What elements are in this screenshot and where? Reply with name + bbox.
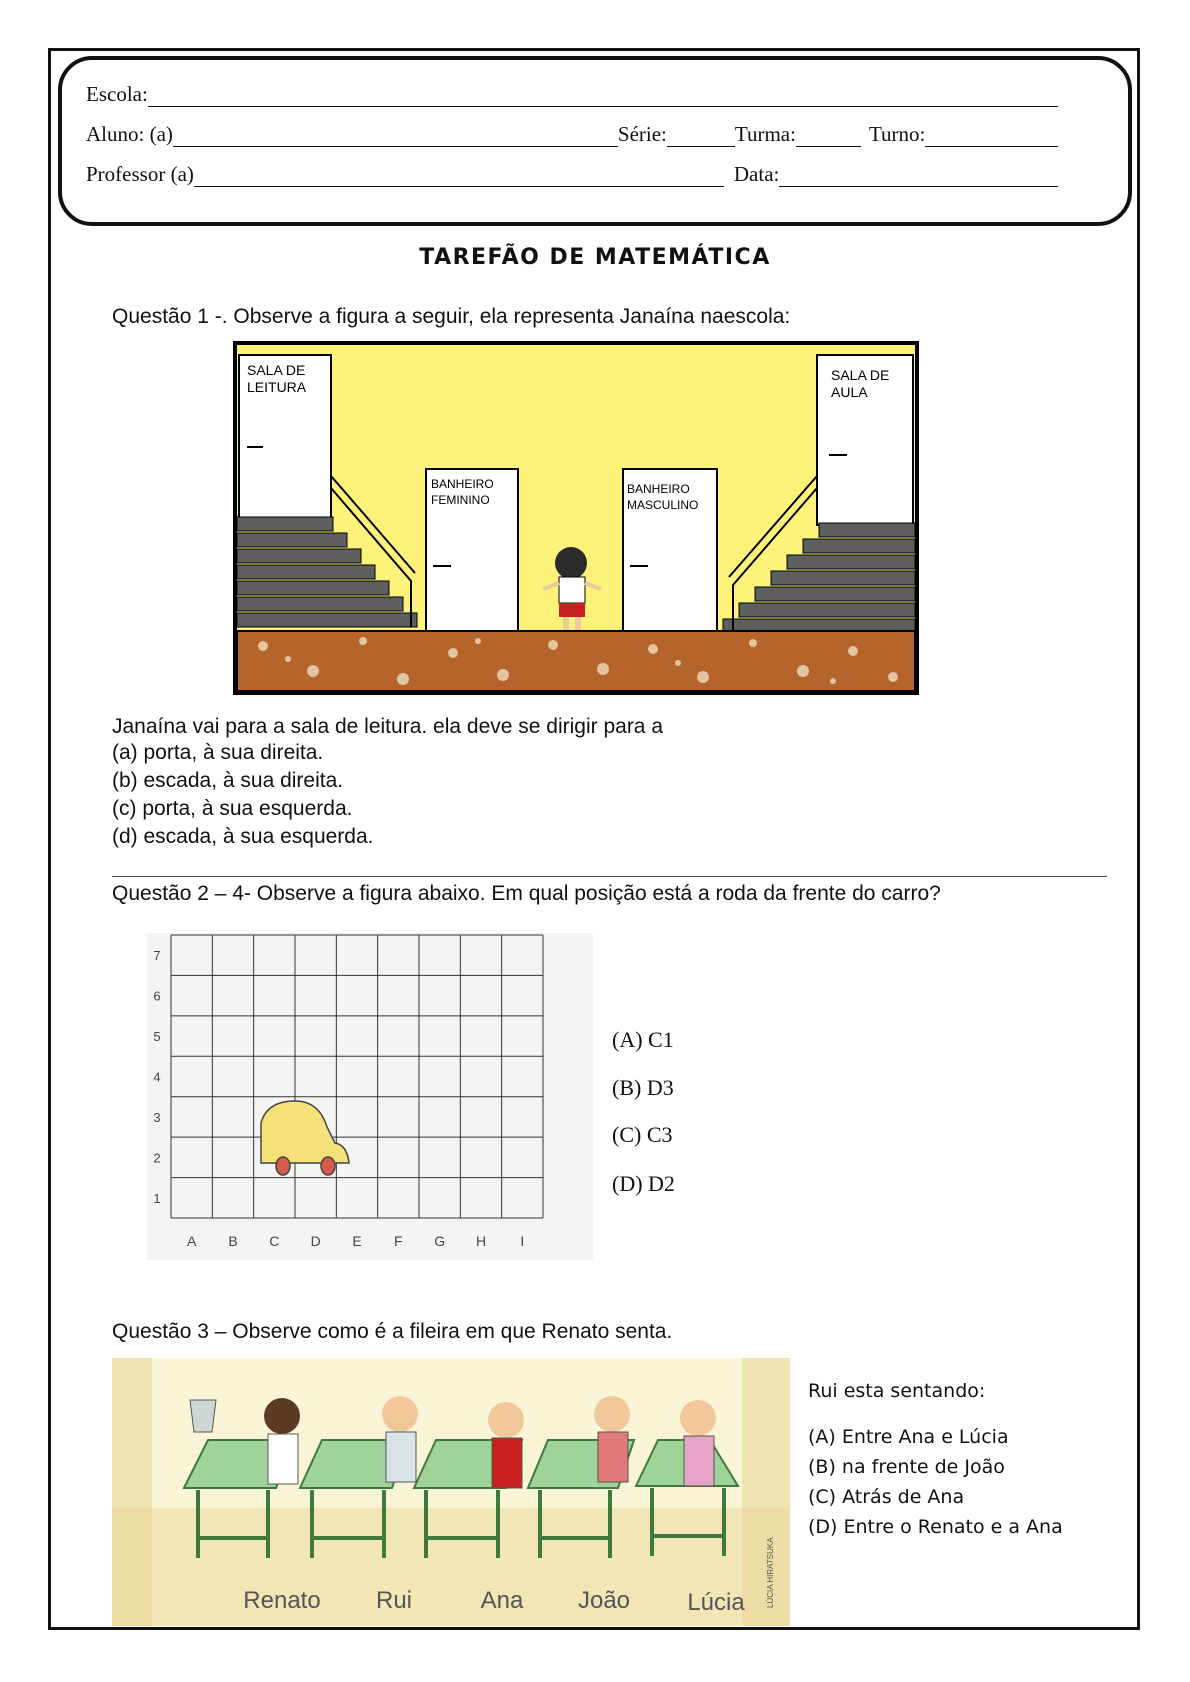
grid-row-label: 3 xyxy=(153,1109,161,1125)
grid-row-label: 2 xyxy=(153,1150,161,1166)
grid-row-label: 5 xyxy=(153,1029,161,1045)
q3-option-d[interactable]: (D) Entre o Renato e a Ana xyxy=(808,1516,1063,1538)
q3-question: Rui esta sentando: xyxy=(808,1380,986,1402)
classroom-row-illustration xyxy=(112,1358,790,1626)
classroom-label-2: AULA xyxy=(831,384,868,400)
grid-column-label: G xyxy=(434,1233,446,1249)
grid-column-label: I xyxy=(520,1233,525,1249)
school-hallway-illustration xyxy=(233,341,919,695)
q2-option-d[interactable]: (D) D2 xyxy=(612,1171,675,1196)
mens-bathroom-label-2: MASCULINO xyxy=(627,498,699,512)
q2-option-c[interactable]: (C) C3 xyxy=(612,1122,673,1147)
coordinate-grid xyxy=(147,933,593,1260)
aluno-field[interactable] xyxy=(173,126,618,147)
data-label: Data: xyxy=(733,162,780,186)
q3-prompt: Questão 3 – Observe como é a fileira em que Renato senta. xyxy=(112,1320,673,1343)
desks xyxy=(184,1440,738,1488)
student-name-rui: Rui xyxy=(375,1587,413,1614)
waste-bin xyxy=(190,1400,216,1432)
reading-room-label-2: LEITURA xyxy=(247,379,307,395)
mens-bathroom-label-1: BANHEIRO xyxy=(627,482,690,496)
turno-field[interactable] xyxy=(925,126,1058,147)
grid-row-label: 1 xyxy=(153,1190,161,1206)
aluno-row xyxy=(86,122,1058,147)
q2-option-a[interactable]: (A) C1 xyxy=(612,1027,674,1052)
serie-label: Série: xyxy=(617,122,667,146)
grid-row-label: 6 xyxy=(153,988,161,1004)
q1-question: Janaína vai para a sala de leitura. ela deve se dirigir para a xyxy=(112,715,664,738)
q1-option-a[interactable]: (a) porta, à sua direita. xyxy=(112,741,324,764)
professor-row xyxy=(86,162,1058,187)
illustrator-credit: LÚCIA HIRATSUKA xyxy=(766,1537,775,1608)
hallway-floor xyxy=(237,631,915,691)
student-info-header xyxy=(58,56,1132,226)
student-name-renato: Renato xyxy=(243,1587,321,1614)
car-front-wheel xyxy=(321,1157,335,1175)
escola-label: Escola: xyxy=(86,82,148,106)
grid-column-label: H xyxy=(475,1233,487,1249)
grid-column-label: F xyxy=(394,1233,403,1249)
womens-bathroom-label-2: FEMININO xyxy=(431,493,490,507)
grid-column-label: B xyxy=(228,1233,238,1249)
grid-row-label: 4 xyxy=(153,1069,161,1085)
q1-option-c[interactable]: (c) porta, à sua esquerda. xyxy=(112,797,353,820)
professor-label: Professor (a) xyxy=(86,162,194,186)
aluno-label: Aluno: (a) xyxy=(86,122,173,146)
reading-room-label-1: SALA DE xyxy=(247,362,306,378)
student-name-joao: João xyxy=(577,1587,631,1614)
student-name-ana: Ana xyxy=(480,1587,524,1614)
turma-label: Turma: xyxy=(734,122,796,146)
data-field[interactable] xyxy=(779,166,1058,187)
turno-label: Turno: xyxy=(868,122,926,146)
serie-field[interactable] xyxy=(667,126,735,147)
q3-option-c[interactable]: (C) Atrás de Ana xyxy=(808,1486,965,1508)
escola-field[interactable] xyxy=(148,86,1058,107)
page-title: TAREFÃO DE MATEMÁTICA xyxy=(419,245,771,270)
classroom-label-1: SALA DE xyxy=(831,367,890,383)
professor-field[interactable] xyxy=(194,166,724,187)
q1-option-b[interactable]: (b) escada, à sua direita. xyxy=(112,769,344,792)
q2-prompt: Questão 2 – 4- Observe a figura abaixo. Em qual posição está a roda da frente do carro? xyxy=(112,882,941,905)
grid-row-label: 7 xyxy=(153,948,161,964)
car-rear-wheel xyxy=(276,1157,290,1175)
grid-column-label: E xyxy=(352,1233,362,1249)
q3-option-b[interactable]: (B) na frente de João xyxy=(808,1456,1005,1478)
q3-option-a[interactable]: (A) Entre Ana e Lúcia xyxy=(808,1426,1009,1448)
q2-option-b[interactable]: (B) D3 xyxy=(612,1075,674,1100)
q1-option-d[interactable]: (d) escada, à sua esquerda. xyxy=(112,825,374,848)
grid-column-label: D xyxy=(310,1233,321,1249)
q1-prompt: Questão 1 -. Observe a figura a seguir, ela representa Janaína naescola: xyxy=(112,305,791,328)
grid-column-label: A xyxy=(186,1233,197,1249)
turma-field[interactable] xyxy=(796,126,861,147)
section-divider xyxy=(112,876,1107,877)
womens-bathroom-label-1: BANHEIRO xyxy=(431,477,494,491)
student-name-lucia: Lúcia xyxy=(687,1589,745,1616)
grid-column-label: C xyxy=(269,1233,280,1249)
escola-row xyxy=(86,82,1058,107)
